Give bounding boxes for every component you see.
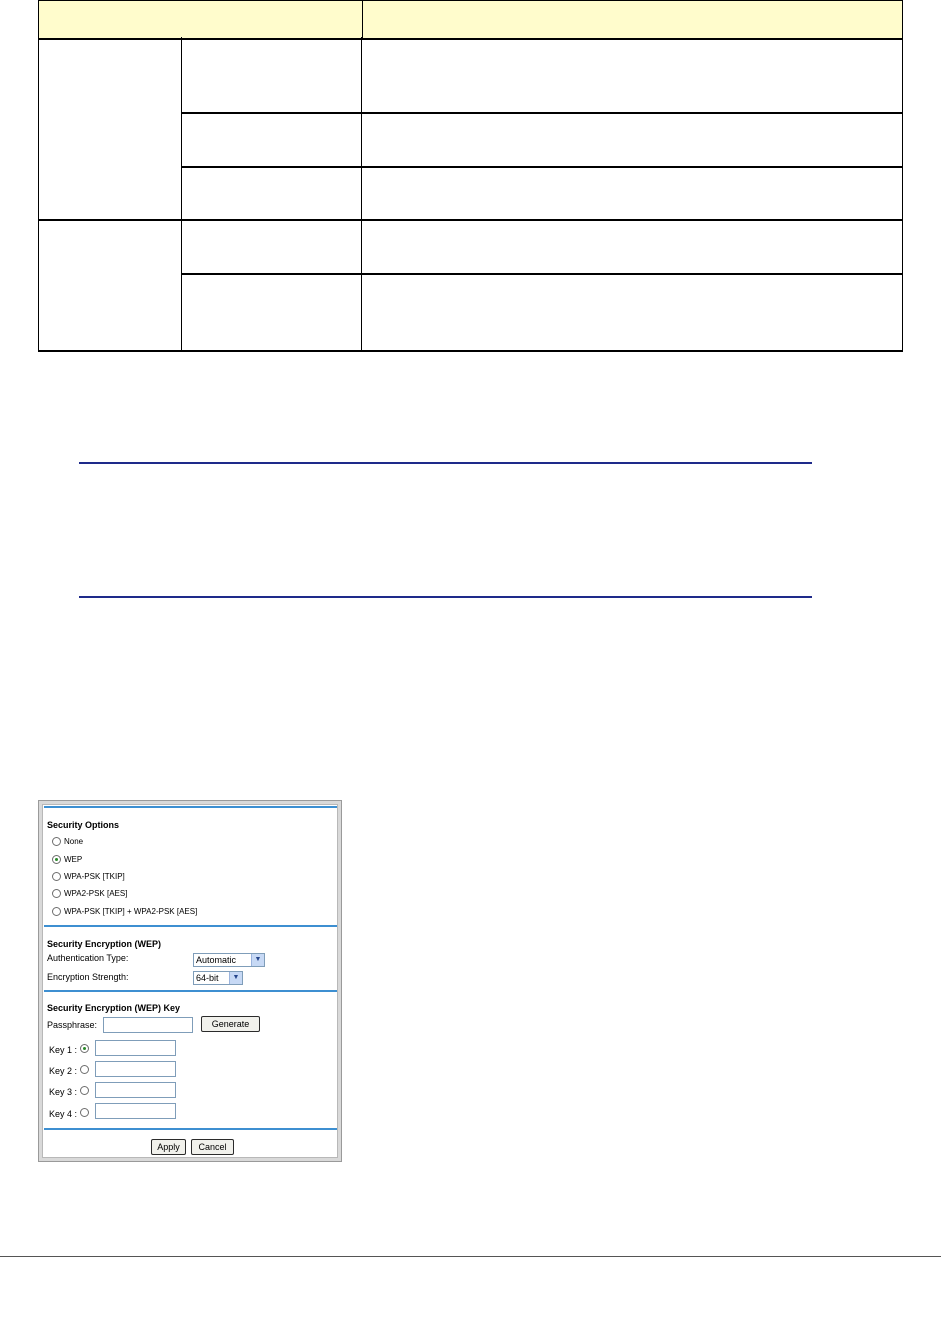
key1-label: Key 1 :: [49, 1045, 78, 1055]
option-wep[interactable]: WEP: [52, 855, 82, 867]
key1-radio[interactable]: [80, 1044, 89, 1053]
cancel-button[interactable]: Cancel: [191, 1139, 234, 1155]
note-top-rule: [79, 462, 812, 464]
radio-none[interactable]: [52, 837, 61, 846]
settings-table: [38, 0, 903, 352]
key2-label: Key 2 :: [49, 1066, 78, 1076]
strength-select[interactable]: 64-bit ▼: [193, 971, 243, 985]
chevron-down-icon[interactable]: ▼: [251, 954, 264, 966]
passphrase-input[interactable]: [103, 1017, 193, 1033]
chevron-down-icon[interactable]: ▼: [229, 972, 242, 984]
radio-wpa-psk-tkip[interactable]: [52, 872, 61, 881]
key4-radio[interactable]: [80, 1108, 89, 1117]
passphrase-label: Passphrase:: [47, 1020, 98, 1030]
key3-radio[interactable]: [80, 1086, 89, 1095]
key4-input[interactable]: [95, 1103, 176, 1119]
wireless-security-panel: [38, 800, 342, 1162]
key3-input[interactable]: [95, 1082, 176, 1098]
radio-wpa2-psk-aes[interactable]: [52, 889, 61, 898]
auth-type-label: Authentication Type:: [47, 953, 129, 963]
option-none[interactable]: None: [52, 837, 83, 849]
option-wpa2-psk-aes[interactable]: WPA2-PSK [AES]: [52, 889, 127, 901]
footer-rule: [0, 1256, 941, 1257]
table-header: [38, 0, 903, 40]
option-wpa-psk-tkip[interactable]: WPA-PSK [TKIP]: [52, 872, 125, 884]
encryption-title: Security Encryption (WEP): [47, 939, 162, 949]
auth-type-select[interactable]: Automatic ▼: [193, 953, 265, 967]
key4-label: Key 4 :: [49, 1109, 78, 1119]
note-bottom-rule: [79, 596, 812, 598]
option-wpa-wpa2-mixed[interactable]: WPA-PSK [TKIP] + WPA2-PSK [AES]: [52, 907, 197, 919]
security-options-title: Security Options: [47, 820, 120, 830]
key3-label: Key 3 :: [49, 1087, 78, 1097]
generate-button[interactable]: Generate: [201, 1016, 260, 1032]
radio-wep[interactable]: [52, 855, 61, 864]
radio-wpa-wpa2-mixed[interactable]: [52, 907, 61, 916]
key-title: Security Encryption (WEP) Key: [47, 1003, 181, 1013]
strength-label: Encryption Strength:: [47, 972, 129, 982]
key2-radio[interactable]: [80, 1065, 89, 1074]
key2-input[interactable]: [95, 1061, 176, 1077]
apply-button[interactable]: Apply: [151, 1139, 186, 1155]
key1-input[interactable]: [95, 1040, 176, 1056]
